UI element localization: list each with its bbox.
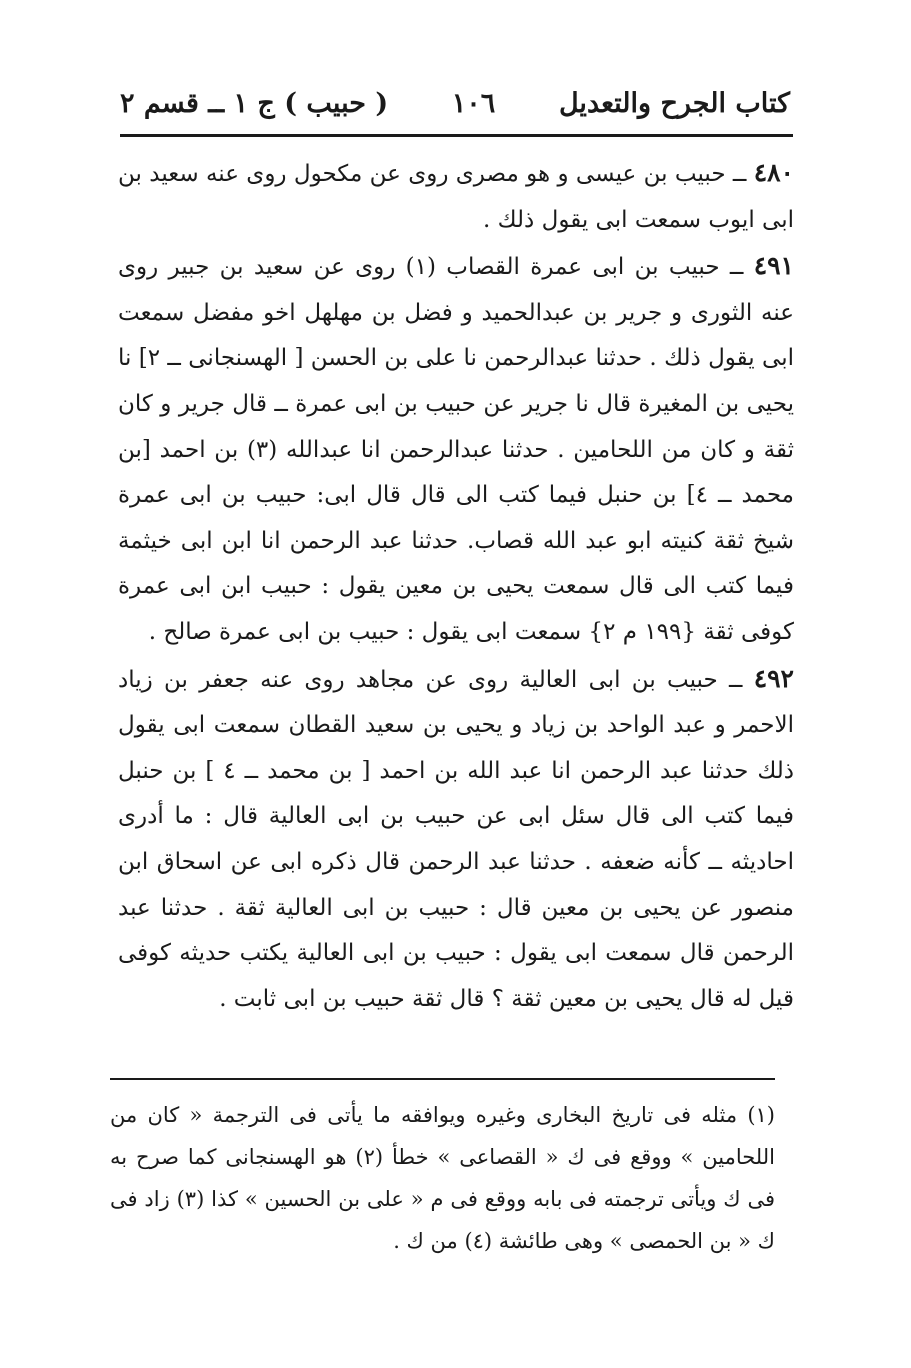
entry-text: ــ حبيب بن ابى عمرة القصاب (١) روى عن سعيد بن جبير روى عنه الثورى و جرير بن عبدالحميد و فضل بن مهلهل اخو مفضل سمعت ابى يقول ذلك . حدثنا عبدالرحمن نا على بن الحسن [ الهسنجانى ــ ٢] نا يحيى بن المغيرة قال نا جرير عن حبيب بن ابى عمرة ــ قال جرير و كان ثقة و كان من اللحامين . حدثنا عبدالرحمن انا عبدالله (٣) بن احمد [بن محمد ــ ٤] بن حنبل فيما كتب الى قال قال ابى: حبيب بن ابى عمرة شيخ ثقة كنيته ابو عبد الله قصاب. حدثنا عبد الرحمن انا ابن ابى خيثمة فيما كتب الى قال سمعت يحيى بن معين يقول : حبيب ابن ابى عمرة كوفى ثقة {١٩٩ م ٢} سمعت ابى يقول : حبيب بن ابى عمرة صالح . bbox=[118, 254, 795, 645]
entry-number: ٤٩٢ bbox=[753, 663, 794, 693]
main-text bbox=[118, 150, 794, 1022]
header-divider bbox=[120, 134, 793, 137]
footnote-divider bbox=[110, 1078, 775, 1080]
entry-text: ــ حبيب بن ابى العالية روى عن مجاهد روى عنه جعفر بن زياد الاحمر و عبد الواحد بن زياد و يحيى بن سعيد القطان سمعت ابى يقول ذلك حدثنا عبد الرحمن انا عبد الله بن احمد [ بن محمد ــ ٤ ] بن حنبل فيما كتب الى قال سئل ابى عن حبيب بن ابى العالية قال : ما أدرى احاديثه ــ كأنه ضعفه . حدثنا عبد الرحمن قال ذكره ابى عن اسحاق ابن منصور عن يحيى بن معين قال : حبيب بن ابى العالية ثقة . حدثنا عبد الرحمن قال سمعت ابى يقول : حبيب بن ابى العالية يكتب حديثه كوفى قيل له قال يحيى بن معين ثقة ؟ قال ثقة حبيب بن ابى ثابت . bbox=[118, 666, 794, 1012]
footnotes bbox=[110, 1094, 775, 1262]
section-reference: ( حبيب ) ج ١ ــ قسم ٢ bbox=[120, 87, 389, 119]
book-title: كتاب الجرح والتعديل bbox=[558, 87, 790, 119]
entry-480 bbox=[118, 150, 794, 243]
page-header bbox=[120, 78, 790, 128]
entry-number: ٤٩١ bbox=[753, 251, 794, 281]
page-number: ١٠٦ bbox=[451, 87, 496, 119]
entry-491 bbox=[118, 243, 794, 655]
entry-number: ٤٨٠ bbox=[753, 158, 794, 187]
footnote-text: (١) مثله فى تاريخ البخارى وغيره ويوافقه ما يأتى فى الترجمة « كان من اللحامين » ووقع فى ك « القصاعى » خطأ (٢) هو الهسنجانى كما صرح به فى ك ويأتى ترجمته فى بابه ووقع فى م « على بن الحسين » كذا (٣) زاد فى ك « بن الحمصى » وهى طائشة (٤) من ك . bbox=[110, 1103, 775, 1253]
entry-492 bbox=[118, 656, 794, 1023]
entry-text: ــ حبيب بن عيسى و هو مصرى روى عن مكحول روى عنه سعيد بن ابى ايوب سمعت ابى يقول ذلك . bbox=[118, 161, 794, 233]
